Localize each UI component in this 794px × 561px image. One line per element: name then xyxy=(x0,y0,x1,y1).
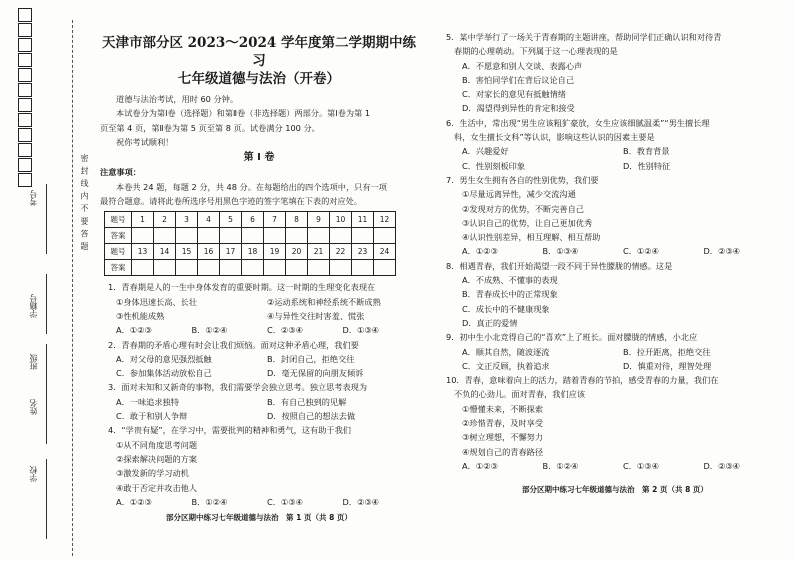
question-5: 5．某中学举行了一场关于青春期的主题讲座，帮助同学们正确认识和对待青 春期的心理萌动。下列属于这一心理表现的是 A．不愿意和别人交谈、表露心声 B．害怕同学们在背后议论自己 C．对家长的意见有抵触情绪 D．渴望得到异性的肯定和接受 xyxy=(446,32,722,114)
question-6: 6．生活中，常出现“男生应该粗犷豪放，女生应该细腻温柔”“男生擅长理 科，女生擅长文科”等认识，影响这些认识的因素主要是 A．兴趣爱好 B．教育背景 C．性别刻板印象 D．性别特征 xyxy=(446,117,710,171)
question-9: 9．初中生小北竞得自己的“喜欢”上了班长。面对朦胧的情感，小北应 A．顺其自然，随波逐流 B．拉开距离，拒绝交往 C．文正反顾，执着追求 D．慎重对待，理智处理 xyxy=(446,332,712,371)
question-1: 1．青春期是人的一生中身体发育的重要时期。这一时期的生理变化表现在 ①身体迅速长高、长壮 ②运动系统和神经系统不断成熟 ③性机能成熟 ④与异性交往时害羞、慌张 A．①②③ B．①②④ C．②③④ D．①③④ xyxy=(108,282,381,336)
question-2: 2．青春期的矛盾心理有时会让我们烦恼。面对这种矛盾心理，我们要 A．对父母的意见强烈抵触 B．封闭自己，拒绝交往 C．参加集体活动放松自己 D．毫无保留的向朋友倾诉 xyxy=(108,339,364,379)
answer-table xyxy=(104,211,396,276)
exam-subtitle: 七年级道德与法治（开卷） xyxy=(178,71,340,87)
table-row: 题号 13 14 15 16 17 18 19 20 21 22 23 24 xyxy=(105,244,396,260)
label-name: 姓名 xyxy=(29,399,38,415)
question-3: 3．面对未知和又新奇的事物，我们需要学会独立思考。独立思考表现为 A．一味追求独特 B．有自己独到的见解 C．敢于和别人争辩 D．按照自己的想法去做 xyxy=(108,382,368,422)
exam-number-boxes xyxy=(18,8,32,188)
question-8: 8．相遇青春，我们开始渴望一段不同于异性朦胧的情感。这是 A．不成熟、不懂事的表现 B．青春成长中的正常现象 C．成长中的不健康现象 D．真正的爱情 xyxy=(446,260,673,328)
label-school: 学校 xyxy=(29,466,38,482)
table-row: 答案 xyxy=(105,260,396,276)
question-4: 4．“学贵有疑”，在学习中，需要批判的精神和勇气，这有助于我们 ①从不同角度思考问题 ②探索解决问题的方案 ③激发新的学习动机 ④敢于否定并攻击他人 A．①②③ B．①②④ C．①③④ D．②③④ xyxy=(108,425,380,507)
section-heading: 第 Ⅰ 卷 xyxy=(243,152,275,164)
table-row: 题号 1 2 3 4 5 6 7 8 9 10 11 12 xyxy=(105,212,396,228)
question-7: 7．男生女生拥有各自的性别优势，我们要 ①尽量远离异性，减少交流沟通 ②发现对方的优势，不断完善自己 ③认识自己的优势，让自己更加优秀 ④认识性别差异，相互理解、相互帮助 A．①②③ B．①③④ C．①②④ D．②③④ xyxy=(446,174,741,257)
label-student-id: 学籍号 xyxy=(29,294,38,318)
page-1: 天津市部分区 2023～2024 学年度第二学期期中练习 七年级道德与法治（开卷） 道德与法治考试，用时 60 分钟。 本试卷分为第Ⅰ卷（选择题）和第Ⅱ卷（非选择题）两部分。第Ⅰ卷为第 1 页至第 4 页，第Ⅱ卷为第 5 页至第 8 页。试卷满分 100 分。 祝你考试顺利！ 第 Ⅰ 卷 注意事项： 本卷共 24 题，每题 2 分，共 48 分。在每题给出的四个选项中，只有一项 最符合题意。请将此卷所选序号用黑色字迹的签字笔填在下表的对应处。 题号 1 2 3 4 5 6 7 8 9 10 11 12 答案 题号 13 14 15 16 17 18 19 20 21 22 23 24 答案 1．青春期是人的一生中身体发育的重要时期。这一时期的生理变化表现在 ①身体迅速长高、长壮 ②运动系统和神经系统不断成熟 ③性机能成熟 ④与异性交往时害羞、慌张 A．①②③ B．①②④ C．②③④ D．①③④ 2．青春期的矛盾心理有时会让我们烦恼。面对这种矛盾心理，我们要 A．对父母的意见强烈抵触 B．封闭自己，拒绝交往 C．参加集体活动放松自己 D．毫无保留的向朋友倾诉 3．面对未知和又新奇的事物，我们需要学会独立思考。独立思考表现为 A．一味追求独特 B．有自己独到的见解 C．敢于和别人争辩 D．按照自己的想法去做 4．“学贵有疑”，在学习中，需要批判的精神和勇气，这有助于我们 ①从不同角度思考问题 ②探索解决问题的方案 ③激发新的学习动机 ④敢于否定并攻击他人 A．①②③ B．①②④ C．①③④ D．②③④ 部分区期中练习七年级道德与法治 第 1 页（共 8 页） xyxy=(100,0,418,525)
seal-warning: 密 封 线 内 不 要 答 题 xyxy=(80,154,89,251)
page-footer: 部分区期中练习七年级道德与法治 第 2 页（共 8 页） xyxy=(522,485,708,495)
notice-title: 注意事项： xyxy=(100,167,141,178)
page-footer: 部分区期中练习七年级道德与法治 第 1 页（共 8 页） xyxy=(166,513,352,523)
seal-dashed-line xyxy=(72,20,73,556)
binding-strip xyxy=(6,4,92,557)
label-class: 班级 xyxy=(29,354,38,370)
label-exam-number: 考号 xyxy=(29,190,38,206)
page-2 xyxy=(446,0,784,498)
table-row: 答案 xyxy=(105,228,396,244)
intro: 道德与法治考试，用时 60 分钟。 本试卷分为第Ⅰ卷（选择题）和第Ⅱ卷（非选择题）两部分。第Ⅰ卷为第 1 页至第 4 页，第Ⅱ卷为第 5 页至第 8 页。试卷满分 100 分。 祝你考试顺利！ xyxy=(100,94,371,147)
exam-title: 天津市部分区 2023～2024 学年度第二学期期中练习 xyxy=(101,35,417,69)
question-10: 10．青春，意味着向上的活力，踏着青春的节拍，感受青春的力量，我们在 不负的心劲儿。面对青春，我们应该 ①懵懂未来，不断探索 ②珍惜青春，及时享受 ③树立理想，不懈努力 ④规划自己的青春路径 A．①②③ B．①②④ C．①③④ D．②③④ xyxy=(446,375,741,471)
